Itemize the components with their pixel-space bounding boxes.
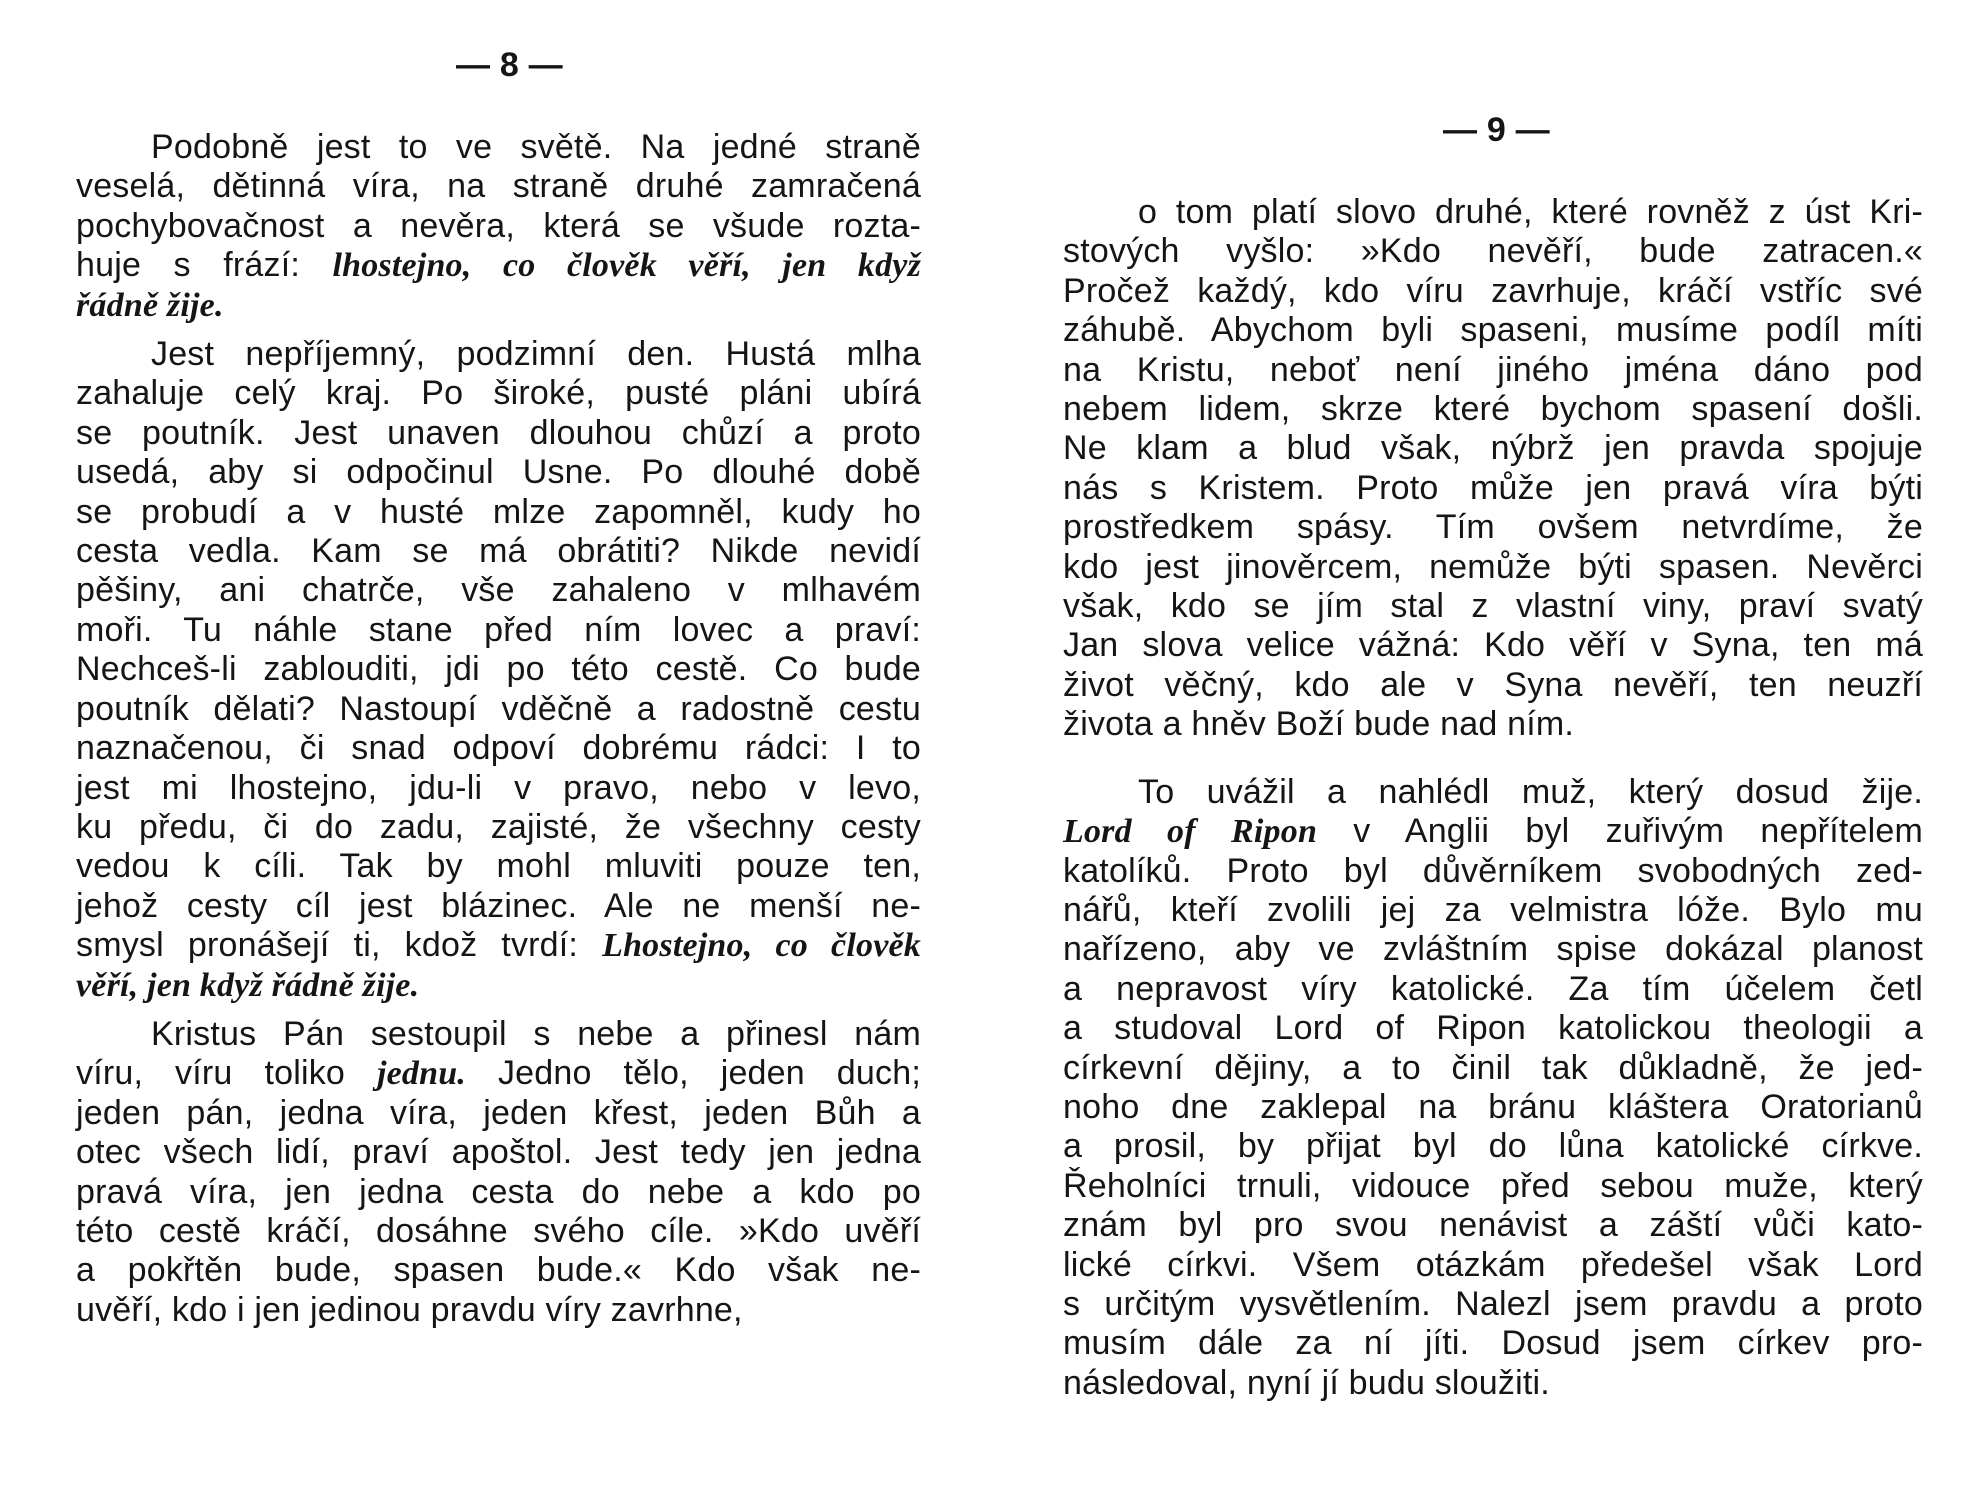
text-line <box>76 690 921 729</box>
text-line <box>1063 1127 1923 1166</box>
text-line <box>76 286 921 325</box>
text-line <box>76 887 921 926</box>
text-line <box>1063 812 1923 851</box>
text-segment: o tom platí slovo druhé, které rovněž z úst Kri- <box>1138 193 1923 231</box>
text-line <box>1063 351 1923 390</box>
text-line <box>76 1133 921 1172</box>
text-segment: pravá víra, jen jedna cesta do nebe a kdo po <box>76 1172 921 1211</box>
text-line <box>76 966 921 1005</box>
text-line <box>1063 1009 1923 1048</box>
text-line <box>1063 705 1923 744</box>
text-segment: církevní dějiny, a to činil tak důkladně, že jed- <box>1063 1048 1923 1087</box>
text-line <box>76 926 921 965</box>
text-segment: Jest nepříjemný, podzimní den. Hustá mlha <box>151 335 921 374</box>
text-segment: ku předu, či do zadu, zajisté, že všechny cesty <box>76 807 921 846</box>
text-segment: život věčný, kdo ale v Syna nevěří, ten neuzří <box>1063 665 1923 704</box>
page-text <box>76 128 921 1330</box>
text-segment: této cestě kráčí, dosáhne svého cíle. »Kdo uvěří <box>76 1211 921 1250</box>
text-segment: záhubě. Abychom byli spaseni, musíme podíl míti <box>1063 311 1923 350</box>
text-segment: veselá, dětinná víra, na straně druhé zamračená <box>76 167 921 206</box>
text-segment: huje s frází: <box>76 246 333 285</box>
text-line <box>1063 272 1923 311</box>
text-segment: musím dále za ní jíti. Dosud jsem církev pro- <box>1063 1324 1923 1363</box>
text-line <box>1063 666 1923 705</box>
text-line <box>76 207 921 246</box>
text-segment: To uvážil a nahlédl muž, který dosud žije. <box>1138 772 1923 811</box>
text-segment: Řeholníci trnuli, vidouce před sebou muže, který <box>1063 1166 1923 1205</box>
text-line <box>76 729 921 768</box>
text-line <box>1063 1088 1923 1127</box>
text-segment: následoval, nyní jí budu sloužiti. <box>1063 1363 1550 1402</box>
text-line <box>1063 548 1923 587</box>
text-segment: Jan slova velice vážná: Kdo věří v Syna, ten má <box>1063 626 1923 665</box>
text-line <box>76 374 921 413</box>
text-segment: cesta vedla. Kam se má obrátiti? Nikde nevidí <box>76 532 921 571</box>
text-line <box>1063 626 1923 665</box>
text-segment: naznačenou, či snad odpoví dobrému rádci: I to <box>76 729 921 768</box>
text-line <box>1063 469 1923 508</box>
text-line <box>1063 311 1923 350</box>
text-line <box>1063 232 1923 271</box>
text-line <box>76 1173 921 1212</box>
text-line <box>1063 508 1923 547</box>
text-segment: nás s Kristem. Proto může jen pravá víra býti <box>1063 468 1923 507</box>
text-segment: se probudí a v husté mlze zapomněl, kudy ho <box>76 492 921 531</box>
text-segment: stových vyšlo: »Kdo nevěří, bude zatracen.« <box>1063 232 1923 271</box>
paragraph <box>76 1015 921 1330</box>
text-segment: a nepravost víry katolické. Za tím účelem četl <box>1063 969 1923 1008</box>
text-line <box>1063 193 1923 232</box>
text-line <box>76 128 921 167</box>
text-segment: a studoval Lord of Ripon katolickou theologii a <box>1063 1009 1923 1048</box>
text-line <box>1063 1206 1923 1245</box>
text-segment: jest mi lhostejno, jdu-li v pravo, nebo v levo, <box>76 768 921 807</box>
text-line <box>1063 970 1923 1009</box>
page-number: — 9 — <box>1443 111 1550 149</box>
paragraph <box>76 335 921 1005</box>
text-line <box>76 571 921 610</box>
text-line <box>1063 1049 1923 1088</box>
paragraph <box>1063 773 1923 1404</box>
text-line <box>1063 429 1923 468</box>
text-segment: Ne klam a blud však, nýbrž jen pravda spojuje <box>1063 429 1923 468</box>
text-line <box>1063 1285 1923 1324</box>
text-segment: a pokřtěn bude, spasen bude.« Kdo však ne- <box>76 1251 921 1290</box>
text-segment: jehož cesty cíl jest blázinec. Ale ne menší ne- <box>76 886 921 925</box>
text-line <box>1063 1324 1923 1363</box>
text-line <box>1063 390 1923 429</box>
emphasized-text: Lord of Ripon <box>1063 813 1318 851</box>
text-segment: lické církvi. Všem otázkám předešel však Lord <box>1063 1245 1923 1284</box>
text-segment: Pročež každý, kdo víru zavrhuje, kráčí vstříc své <box>1063 271 1923 310</box>
emphasized-text: věří, jen když řádně žije. <box>76 966 420 1004</box>
text-line <box>76 611 921 650</box>
emphasized-text: lhostejno, co člověk věří, jen když <box>332 247 921 285</box>
text-line <box>76 1094 921 1133</box>
text-line <box>76 1054 921 1093</box>
text-segment: otec všech lidí, praví apoštol. Jest tedy jen jedna <box>76 1133 921 1172</box>
text-line <box>76 1291 921 1330</box>
text-segment: Jedno tělo, jeden duch; <box>466 1054 921 1093</box>
text-line <box>76 650 921 689</box>
text-line <box>76 847 921 886</box>
text-line <box>76 808 921 847</box>
text-segment: moři. Tu náhle stane před ním lovec a praví: <box>76 610 921 649</box>
text-segment: kdo jest jinověrcem, nemůže býti spasen. Nevěrci <box>1063 547 1923 586</box>
text-segment: nebem lidem, skrze které bychom spasení došli. <box>1063 390 1923 429</box>
text-line <box>1063 891 1923 930</box>
text-line <box>76 769 921 808</box>
emphasized-text: jednu. <box>376 1055 467 1093</box>
text-segment: usedá, aby si odpočinul Usne. Po dlouhé době <box>76 453 921 492</box>
text-line <box>76 246 921 285</box>
text-segment: uvěří, kdo i jen jedinou pravdu víry zavrhne, <box>76 1290 743 1329</box>
text-line <box>76 1015 921 1054</box>
text-line <box>76 335 921 374</box>
text-line <box>1063 1364 1923 1403</box>
text-segment: v Anglii byl zuřivým nepřítelem <box>1317 812 1923 851</box>
page-number: — 8 — <box>456 46 563 84</box>
text-segment: nařízeno, aby ve zvláštním spise dokázal planost <box>1063 930 1923 969</box>
text-segment: života a hněv Boží bude nad ním. <box>1063 705 1575 744</box>
text-line <box>76 453 921 492</box>
text-segment: víru, víru toliko <box>76 1054 377 1093</box>
text-line <box>1063 587 1923 626</box>
text-segment: katolíků. Proto byl důvěrníkem svobodných zed- <box>1063 851 1923 890</box>
text-segment: znám byl pro svou nenávist a záští vůči kato- <box>1063 1206 1923 1245</box>
text-line <box>76 414 921 453</box>
paragraph <box>76 128 921 325</box>
text-line <box>76 1251 921 1290</box>
paragraph <box>1063 193 1923 745</box>
text-segment: na Kristu, neboť není jiného jména dáno pod <box>1063 350 1923 389</box>
text-segment: jeden pán, jedna víra, jeden křest, jeden Bůh a <box>76 1093 921 1132</box>
text-line <box>1063 1246 1923 1285</box>
text-segment: pěšiny, ani chatrče, vše zahaleno v mlhavém <box>76 571 921 610</box>
text-line <box>1063 930 1923 969</box>
text-segment: smysl pronášejí ti, kdož tvrdí: <box>76 926 603 965</box>
text-segment: s určitým vysvětlením. Nalezl jsem pravdu a proto <box>1063 1284 1923 1323</box>
text-line <box>1063 773 1923 812</box>
text-segment: nářů, kteří zvolili jej za velmistra lóže. Bylo mu <box>1063 890 1923 929</box>
emphasized-text: Lhostejno, co člověk <box>602 927 921 965</box>
text-segment: Nechceš-li zablouditi, jdi po této cestě. Co bude <box>76 650 921 689</box>
text-segment: Kristus Pán sestoupil s nebe a přinesl nám <box>151 1014 921 1053</box>
text-segment: poutník dělati? Nastoupí vděčně a radostně cestu <box>76 689 921 728</box>
text-line <box>1063 1167 1923 1206</box>
text-segment: Podobně jest to ve světě. Na jedné straně <box>151 128 921 166</box>
text-segment: vedou k cíli. Tak by mohl mluviti pouze ten, <box>76 847 921 886</box>
text-segment: však, kdo se jím stal z vlastní viny, praví svatý <box>1063 587 1923 626</box>
text-segment: a prosil, by přijat byl do lůna katolické církve. <box>1063 1127 1923 1166</box>
emphasized-text: řádně žije. <box>76 286 224 324</box>
text-segment: zahaluje celý kraj. Po široké, pusté pláni ubírá <box>76 374 921 413</box>
page-text <box>1063 193 1923 1403</box>
text-line <box>76 167 921 206</box>
text-segment: noho dne zaklepal na bránu kláštera Oratorianů <box>1063 1087 1923 1126</box>
text-line <box>76 493 921 532</box>
text-segment: prostředkem spásy. Tím ovšem netvrdíme, že <box>1063 508 1923 547</box>
text-line <box>76 532 921 571</box>
text-segment: pochybovačnost a nevěra, která se všude rozta- <box>76 206 921 245</box>
text-line <box>1063 852 1923 891</box>
text-line <box>76 1212 921 1251</box>
text-segment: se poutník. Jest unaven dlouhou chůzí a proto <box>76 413 921 452</box>
